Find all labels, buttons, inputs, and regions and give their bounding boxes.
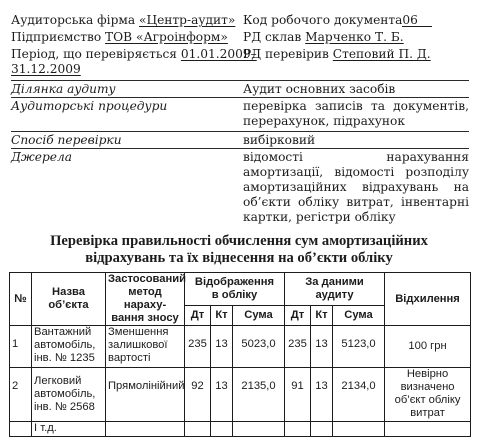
method-label: Спосіб перевірки: [11, 133, 122, 147]
row-deviation-line: визначено: [400, 381, 455, 393]
row-rep-sum: 5023,0: [233, 326, 285, 368]
enterprise-label: Підприємство: [11, 30, 102, 44]
row-aud-dt: 235: [285, 326, 311, 368]
header-method-line: Застосований: [108, 273, 186, 285]
row-deviation: 100 грн: [385, 326, 471, 368]
table-header-row: [10, 273, 471, 306]
row-empty: [185, 422, 211, 437]
sources-label: Джерела: [11, 150, 73, 164]
row-method-line: залишкової: [108, 339, 168, 351]
row-empty: [385, 422, 471, 437]
row-aud-sum: 2134,0: [333, 368, 385, 422]
firm-name: «Центр-аудит»: [139, 13, 236, 27]
doc-code: [402, 14, 432, 27]
row-deviation-line: Невірно: [406, 368, 449, 380]
row-method: [106, 326, 185, 368]
period-line-2: [11, 62, 81, 77]
page-title-line-2: відрахувань та їх віднесення на об’єкти обліку: [85, 250, 393, 266]
row-name-line: інв. № 2568: [34, 401, 95, 413]
checked-line: [243, 47, 431, 62]
row-name-line: автомобіль,: [34, 339, 96, 351]
period-to: 31.12.2009: [11, 62, 81, 76]
header-method: [106, 273, 185, 326]
area-label: Ділянка аудиту: [11, 82, 116, 96]
separator-4: [11, 148, 469, 149]
header-audit-line: аудиту: [315, 289, 354, 301]
row-empty: [233, 422, 285, 437]
row-etc: І т.д.: [32, 422, 106, 437]
header-rep-sum: Сума: [233, 306, 285, 326]
row-num: 1: [10, 326, 32, 368]
row-empty: [106, 422, 185, 437]
header-reflected: [185, 273, 285, 306]
enterprise-name: ТОВ «Агроінформ»: [105, 30, 228, 44]
table-row-etc: [10, 422, 471, 437]
row-deviation-line: об’єкт обліку: [394, 394, 461, 406]
row-empty: [333, 422, 385, 437]
row-aud-kt: 13: [311, 326, 333, 368]
header-aud-kt: Кт: [311, 306, 333, 326]
header-audit: [285, 273, 385, 306]
row-empty: [285, 422, 311, 437]
sources-value: відомості нарахування амортизації, відомості розподілу амортизаційних відрахувань на об’єкти обліку витрат, інвентарні картки, регістри обліку: [243, 150, 469, 224]
period-from: 01.01.2009–: [180, 47, 257, 61]
header-aud-sum: Сума: [333, 306, 385, 326]
header-reflected-line: в обліку: [211, 289, 258, 301]
period-line: [11, 47, 257, 62]
row-aud-kt: 13: [311, 368, 333, 422]
method-value: вибірковий: [243, 133, 316, 147]
table-row: [10, 368, 471, 422]
row-method-line: Зменшення: [108, 326, 169, 338]
header-rep-dt: Дт: [185, 306, 211, 326]
row-empty: [211, 422, 233, 437]
checked-by: Степовий П. Д.: [332, 47, 431, 61]
row-num: 2: [10, 368, 32, 422]
header-name: [32, 273, 106, 326]
row-method: Прямолінійний: [106, 368, 185, 422]
page-title-line-1: Перевірка правильності обчислення сум амортизаційних: [50, 233, 428, 249]
area-value: Аудит основних засобів: [243, 82, 396, 96]
separator-2: [11, 97, 469, 98]
header-name-line: Назва: [52, 286, 85, 298]
row-num-empty: [10, 422, 32, 437]
row-name: [32, 368, 106, 422]
period-label: Період, що перевіряється: [11, 47, 177, 61]
row-rep-dt: 92: [185, 368, 211, 422]
enterprise-line: [11, 30, 228, 45]
row-aud-dt: 91: [285, 368, 311, 422]
header-name-line: об’єкта: [48, 299, 89, 311]
procedures-value: перевірка записів та документів, перерахунок, підрахунок: [243, 99, 469, 128]
row-rep-kt: 13: [211, 326, 233, 368]
prepared-line: [243, 30, 404, 45]
header-method-line: вання зносу: [111, 312, 179, 324]
row-empty: [311, 422, 333, 437]
header-method-line: метод нараху-: [123, 286, 167, 311]
prepared-label: РД склав: [243, 30, 302, 44]
separator-1: [11, 80, 469, 81]
table-row: [10, 326, 471, 368]
row-deviation: [385, 368, 471, 422]
header-reflected-line: Відображення: [194, 276, 275, 288]
row-aud-sum: 5123,0: [333, 326, 385, 368]
amortization-table: [9, 272, 471, 437]
row-name-line: автомобіль,: [34, 388, 96, 400]
row-name-line: інв. № 1235: [34, 352, 95, 364]
doc-code-value: 06: [402, 13, 418, 27]
header-audit-line: За даними: [305, 276, 364, 288]
procedures-label: Аудиторські процедури: [11, 99, 168, 113]
separator-3: [11, 131, 469, 132]
row-rep-dt: 235: [185, 326, 211, 368]
header-num: №: [10, 273, 32, 326]
header-aud-dt: Дт: [285, 306, 311, 326]
header-rep-kt: Кт: [211, 306, 233, 326]
row-rep-kt: 13: [211, 368, 233, 422]
doc-code-line: [243, 13, 432, 28]
row-name: [32, 326, 106, 368]
row-name-line: Вантажний: [34, 326, 92, 338]
row-method-line: вартості: [108, 352, 151, 364]
row-name-line: Легковий: [34, 375, 82, 387]
prepared-by: Марченко Т. Б.: [305, 30, 404, 44]
checked-label: РД перевірив: [243, 47, 329, 61]
header-deviation: Відхилення: [385, 273, 471, 326]
firm-line: [11, 13, 235, 28]
doc-code-label: Код робочого документа: [243, 13, 403, 27]
row-rep-sum: 2135,0: [233, 368, 285, 422]
row-deviation-line: витрат: [410, 407, 445, 419]
firm-label: Аудиторська фірма: [11, 13, 136, 27]
